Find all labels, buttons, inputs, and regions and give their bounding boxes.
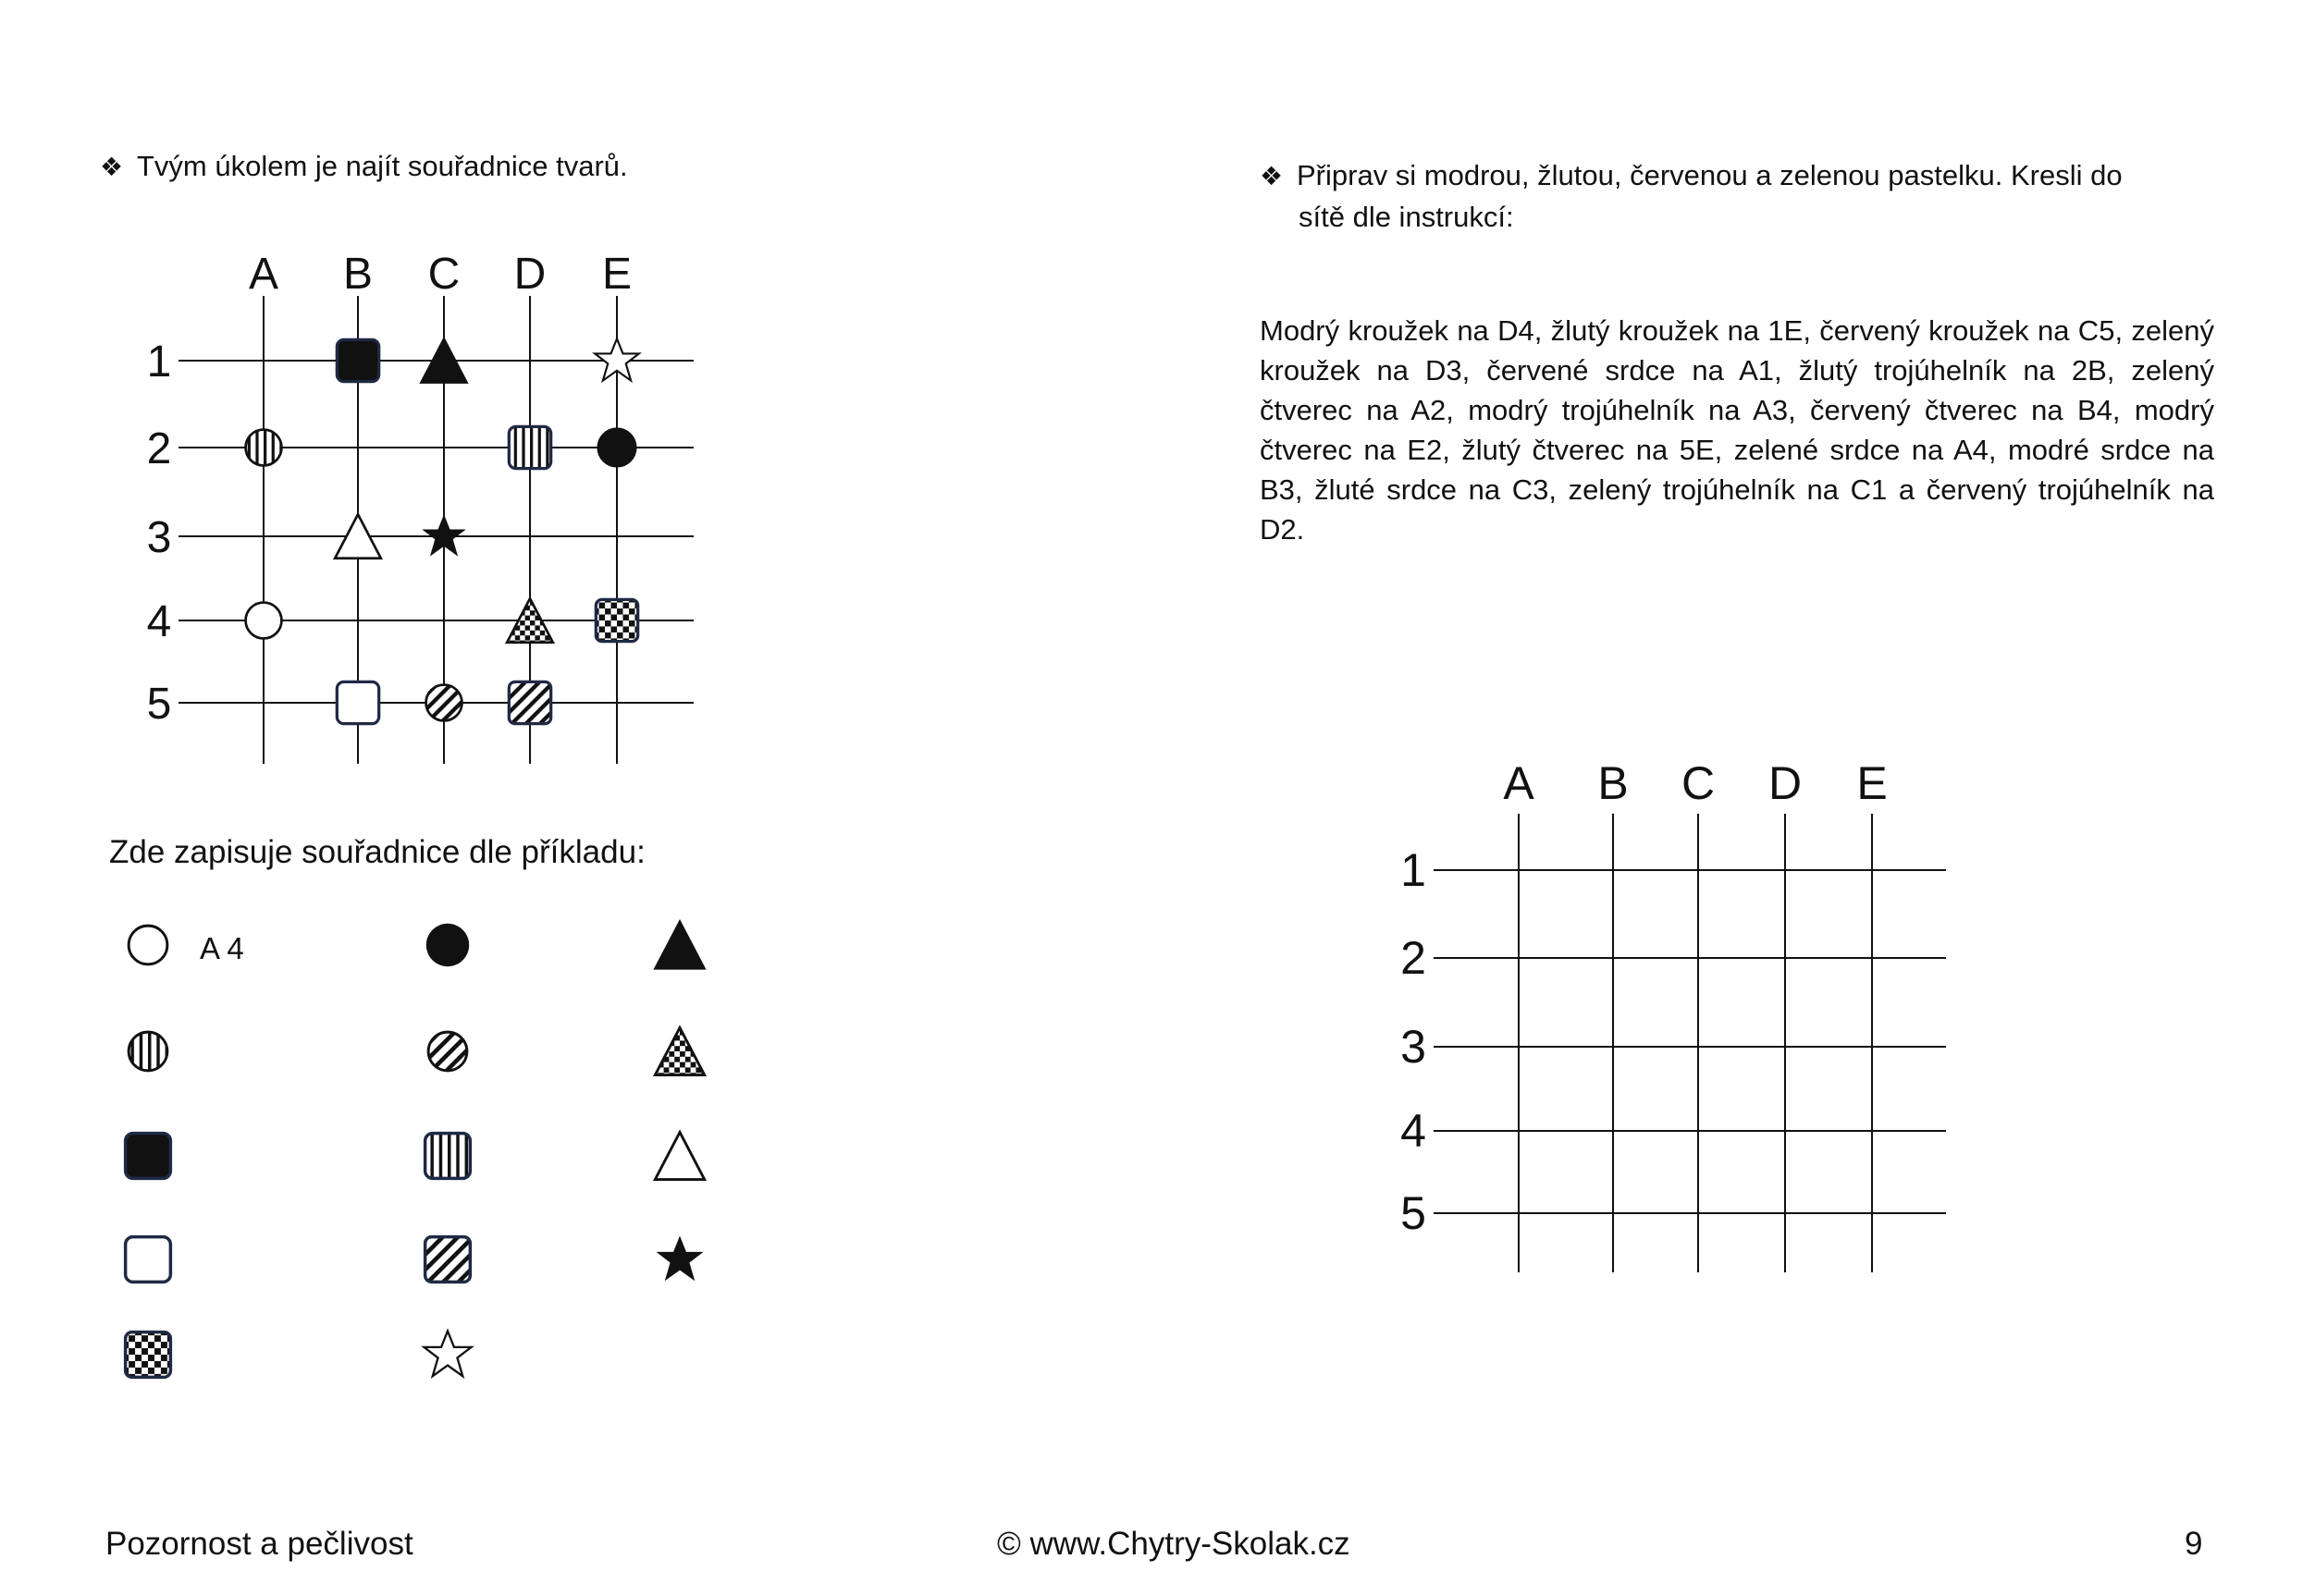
diagonal-striped-square-icon — [509, 681, 550, 723]
vertical-striped-circle-icon — [246, 430, 282, 466]
answer-legend — [0, 888, 832, 1406]
row-label: 3 — [1400, 1021, 1426, 1073]
outline-rounded-square-icon — [126, 1237, 171, 1283]
column-label: A — [248, 250, 279, 299]
footer-copyright: © www.Chytry-Skolak.cz — [997, 1526, 1350, 1562]
checkered-square-icon — [596, 599, 637, 641]
example-answer: A 4 — [200, 931, 244, 965]
filled-triangle-icon — [655, 921, 704, 968]
outline-star-icon — [424, 1331, 471, 1376]
column-label: A — [1503, 757, 1534, 809]
column-label: D — [513, 250, 547, 299]
left-grid-symbols — [246, 338, 639, 723]
drawing-instructions: Modrý kroužek na D4, žlutý kroužek na 1E, červený kroužek na C5, zelený kroužek na D3, červené srdce na A1, žlutý trojúhelník na 2B, zelený čtverec na A2, modrý trojúhelník na A3, červený čtverec na B4, modrý čtverec na E2, žlutý čtverec na 5E, zelené srdce na A4, modré srdce na B3, žluté srdce na C3, zelený trojúhelník na C1 a červený trojúhelník na D2. — [1260, 314, 2214, 546]
row-label: 2 — [1400, 932, 1426, 984]
column-label: C — [1681, 757, 1716, 809]
row-label: 2 — [146, 424, 172, 473]
answer-section-title: Zde zapisuje souřadnice dle příkladu: — [109, 834, 646, 870]
vertical-striped-square-icon — [425, 1134, 471, 1179]
diamond-bullet-icon: ❖ — [1260, 161, 1284, 191]
row-label: 4 — [1400, 1105, 1426, 1157]
diamond-bullet-icon: ❖ — [100, 152, 124, 182]
column-label: C — [427, 250, 461, 299]
row-label: 3 — [146, 513, 172, 562]
row-label: 4 — [146, 597, 172, 646]
diagonal-striped-circle-icon — [426, 685, 462, 721]
outline-circle-icon — [246, 603, 282, 639]
right-task-line2: sítě dle instrukcí: — [1299, 201, 1514, 233]
right-task-line1: Připrav si modrou, žlutou, červenou a zelenou pastelku. Kresli do — [1297, 159, 2123, 191]
left-grid-labels — [147, 250, 632, 729]
row-label: 1 — [146, 338, 172, 387]
diagonal-striped-circle-icon — [428, 1032, 467, 1071]
filled-star-icon — [656, 1235, 703, 1281]
column-label: D — [1767, 757, 1803, 809]
outline-rounded-square-icon — [337, 681, 378, 723]
left-coordinate-grid — [0, 0, 1110, 832]
filled-circle-icon — [597, 427, 636, 467]
filled-rounded-square-icon — [337, 339, 378, 381]
left-task-text: Tvým úkolem je najít souřadnice tvarů. — [137, 150, 628, 182]
right-task-instruction — [1260, 155, 2214, 238]
row-label: 1 — [1400, 844, 1426, 896]
page-number: 9 — [2185, 1526, 2203, 1562]
column-label: E — [601, 250, 633, 299]
legend-symbols — [126, 921, 705, 1377]
diagonal-striped-square-icon — [425, 1237, 471, 1283]
vertical-striped-circle-icon — [129, 1032, 167, 1071]
right-grid-lines — [1434, 814, 1946, 1272]
row-label: 5 — [1400, 1187, 1426, 1239]
checkered-triangle-icon — [655, 1027, 704, 1074]
vertical-striped-square-icon — [509, 426, 550, 468]
outline-triangle-icon — [655, 1132, 704, 1179]
column-label: B — [1597, 757, 1629, 809]
outline-circle-icon — [129, 926, 167, 964]
column-label: B — [342, 250, 374, 299]
filled-circle-icon — [426, 924, 469, 966]
filled-rounded-square-icon — [126, 1134, 171, 1179]
right-empty-grid — [1295, 721, 1998, 1295]
checkered-square-icon — [126, 1332, 171, 1378]
right-grid-labels — [1400, 757, 1888, 1239]
row-label: 5 — [146, 680, 172, 729]
footer-title: Pozornost a pečlivost — [105, 1526, 413, 1562]
column-label: E — [1856, 757, 1888, 809]
